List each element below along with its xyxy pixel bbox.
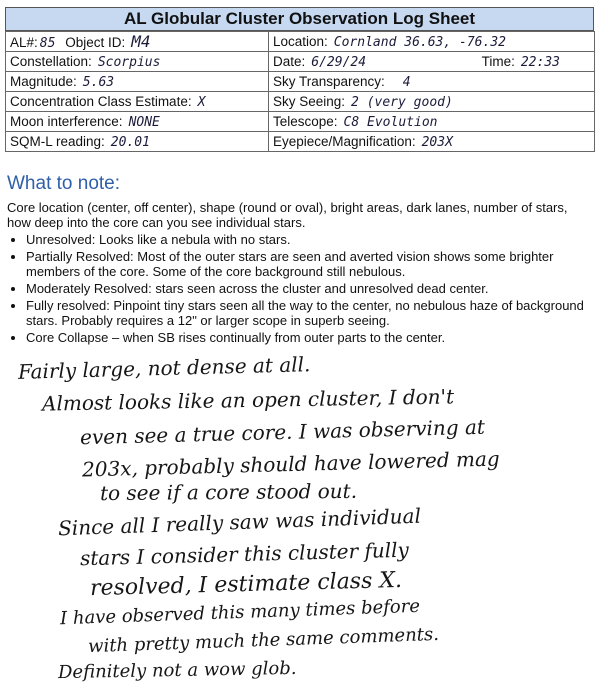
transparency-cell	[269, 72, 595, 92]
al-object-cell	[6, 32, 269, 52]
concentration-cell	[6, 92, 269, 112]
note-line: Almost looks like an open cluster, I don't	[41, 384, 455, 416]
location-value: Cornland 36.63, -76.32	[333, 34, 506, 50]
note-line: resolved, I estimate class X.	[89, 567, 403, 602]
table-row	[6, 92, 595, 112]
handwritten-notes	[0, 350, 600, 690]
log-fields-table	[5, 31, 595, 152]
list-item: • Fully resolved: Pinpoint tiny stars seen all the way to the center, no nebulous haze of background stars. Probably requires a 12" or larger scope in superb seeing.	[26, 298, 600, 328]
resolution-guide-list	[7, 232, 600, 347]
eyepiece-cell	[269, 132, 595, 152]
list-item: • Partially Resolved: Most of the outer stars are seen and averted vision shows some brighter members of the core. Some of the core background still nebulous.	[26, 249, 600, 279]
concentration-class-label: Concentration Class Estimate:	[10, 93, 192, 109]
note-line: 203x, probably should have lowered mag	[81, 446, 500, 482]
log-sheet	[5, 7, 594, 152]
note-line: even see a true core. I was observing at	[79, 414, 486, 450]
moon-interference-label: Moon interference:	[10, 113, 123, 129]
note-line: I have observed this many times before	[59, 595, 421, 630]
moon-interference-value: NONE	[128, 114, 160, 130]
time-value: 22:33	[520, 54, 560, 70]
note-line: to see if a core stood out.	[99, 478, 358, 506]
eyepiece-label: Eyepiece/Magnification:	[273, 133, 416, 149]
constellation-label: Constellation:	[10, 53, 92, 69]
telescope-value: C8 Evolution	[343, 114, 438, 130]
location-cell	[269, 32, 595, 52]
constellation-value: Scorpius	[97, 54, 161, 70]
table-row	[6, 52, 595, 72]
magnitude-label: Magnitude:	[10, 73, 77, 89]
sky-seeing-value: 2 (very good)	[351, 94, 453, 110]
note-line: with pretty much the same comments.	[87, 623, 440, 658]
note-line: Fairly large, not dense at all.	[17, 352, 311, 384]
al-value: 85	[39, 36, 56, 51]
al-label: AL#:	[10, 35, 38, 50]
sky-transparency-value: 4	[402, 74, 411, 90]
time-label: Time:	[481, 53, 515, 69]
sqm-label: SQM-L reading:	[10, 133, 105, 149]
table-row	[6, 72, 595, 92]
magnitude-value: 5.63	[82, 74, 115, 90]
table-row	[6, 32, 595, 52]
magnitude-cell	[6, 72, 269, 92]
sky-transparency-label: Sky Transparency:	[273, 73, 385, 89]
note-line: stars I consider this cluster fully	[79, 537, 410, 571]
note-line: Definitely not a wow glob.	[57, 657, 297, 684]
moon-cell	[6, 112, 269, 132]
table-row	[6, 112, 595, 132]
what-to-note-heading: What to note:	[7, 173, 121, 194]
note-line: Since all I really saw was individual	[57, 503, 422, 541]
guide-intro: Core location (center, off center), shape (round or oval), bright areas, dark lanes, number of stars, how deep into the core can you see individual stars.	[7, 200, 568, 230]
date-time-cell	[269, 52, 595, 72]
telescope-cell	[269, 112, 595, 132]
date-value: 6/29/24	[311, 54, 367, 70]
location-label: Location:	[273, 33, 328, 49]
constellation-cell	[6, 52, 269, 72]
list-item: • Moderately Resolved: stars seen across the cluster and unresolved dead center.	[26, 281, 600, 296]
table-row	[6, 132, 595, 152]
sheet-title: AL Globular Cluster Observation Log Sheet	[5, 7, 594, 31]
eyepiece-value: 203X	[421, 134, 453, 150]
date-label: Date:	[273, 53, 306, 69]
sqm-cell	[6, 132, 269, 152]
seeing-cell	[269, 92, 595, 112]
sqm-value: 20.01	[110, 134, 150, 150]
sky-seeing-label: Sky Seeing:	[273, 93, 346, 109]
list-item: • Core Collapse – when SB rises continually from outer parts to the center.	[26, 330, 600, 345]
list-item: • Unresolved: Looks like a nebula with no stars.	[26, 232, 600, 247]
object-id-value: M4	[131, 32, 151, 51]
concentration-class-value: X	[197, 94, 206, 110]
telescope-label: Telescope:	[273, 113, 338, 129]
object-id-label: Object ID:	[65, 35, 126, 50]
